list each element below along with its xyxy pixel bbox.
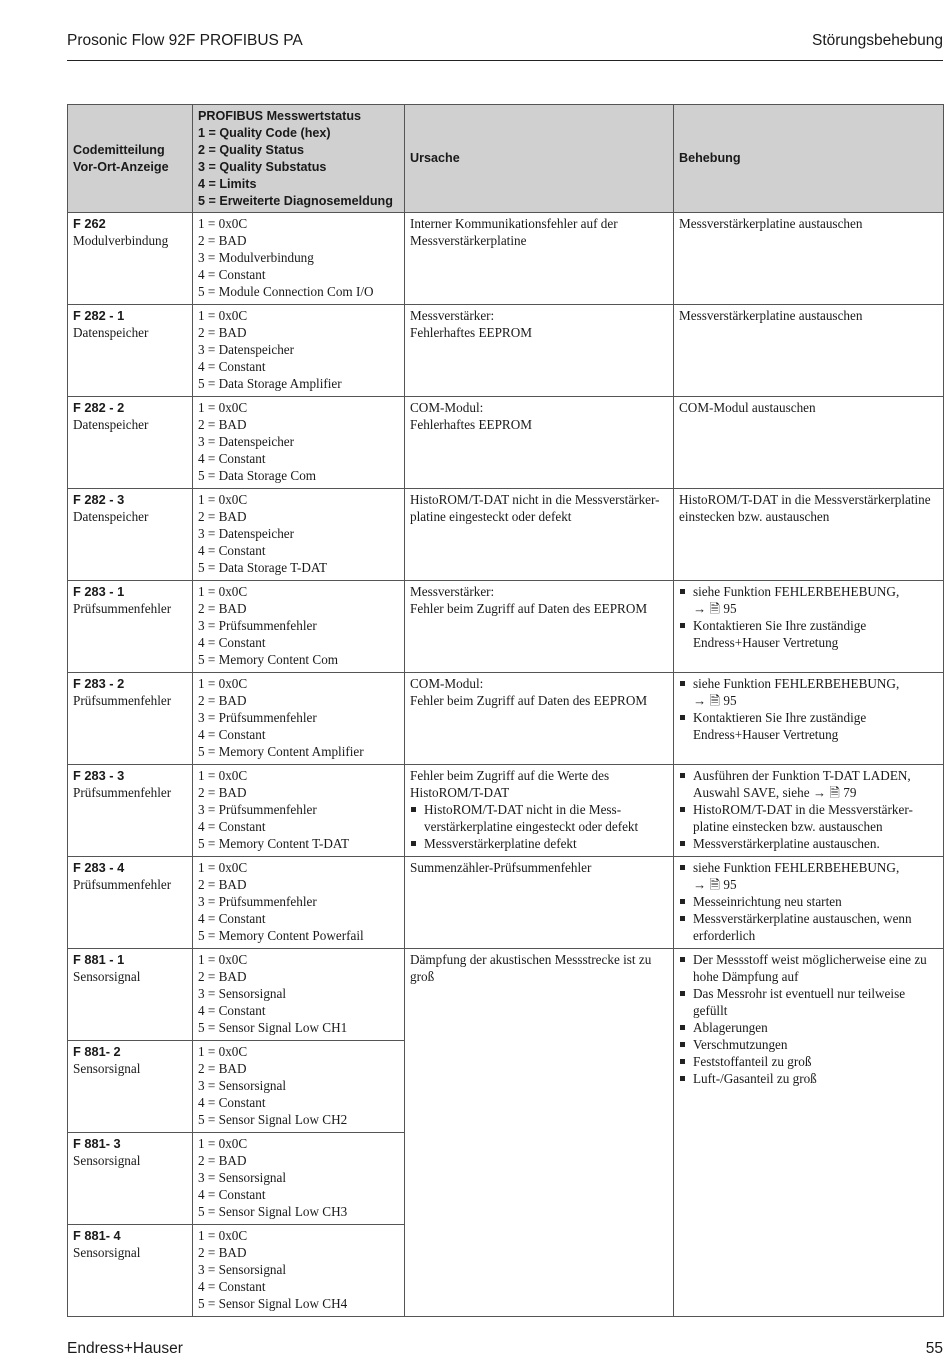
document-title: Prosonic Flow 92F PROFIBUS PA [67, 32, 303, 49]
status-line: 3 = Datenspeicher [198, 342, 295, 357]
bullet-item [679, 951, 938, 985]
cell-text-line: einstecken bzw. austauschen [679, 509, 830, 524]
status-line: 5 = Sensor Signal Low CH1 [198, 1020, 348, 1035]
cell-status [193, 397, 405, 489]
status-line: 1 = 0x0C [198, 1228, 248, 1243]
error-code: F 282 - 1 [73, 308, 125, 323]
cell-code [68, 397, 193, 489]
status-line: 3 = Datenspeicher [198, 434, 295, 449]
bullet-item [410, 835, 668, 852]
company-name: Endress+Hauser [67, 1340, 183, 1357]
error-name: Prüfsummenfehler [73, 877, 172, 892]
bullet-item [679, 985, 938, 1019]
bullet-line: Endress+Hauser Vertretung [693, 635, 839, 650]
cell-text-line: Fehler beim Zugriff auf Daten des EEPROM [410, 693, 648, 708]
status-line: 3 = Sensorsignal [198, 1170, 287, 1185]
cell-cause [405, 489, 674, 581]
error-name: Prüfsummenfehler [73, 601, 172, 616]
status-line: 1 = 0x0C [198, 952, 248, 967]
bullet-item [679, 1036, 938, 1053]
status-line: 4 = Constant [198, 451, 266, 466]
status-line: 3 = Prüfsummenfehler [198, 618, 317, 633]
table-row [68, 673, 944, 765]
status-line: 2 = BAD [198, 509, 247, 524]
error-code: F 283 - 1 [73, 584, 125, 599]
bullet-line: Messverstärkerplatine austauschen, wenn [693, 911, 912, 926]
bullet-list [679, 767, 938, 852]
status-line: 2 = BAD [198, 601, 247, 616]
error-code: F 262 [73, 216, 106, 231]
status-line: 1 = 0x0C [198, 1136, 248, 1151]
status-line: 2 = BAD [198, 693, 247, 708]
error-code: F 283 - 4 [73, 860, 125, 875]
bullet-line: gefüllt [693, 1003, 728, 1018]
bullet-line: Messeinrichtung neu starten [693, 894, 842, 909]
cell-text-line: HistoROM/T-DAT nicht in die Messverstärker- [410, 492, 660, 507]
bullet-line: HistoROM/T-DAT nicht in die Mess- [424, 802, 622, 817]
cell-text-line: Messverstärker: [410, 308, 495, 323]
bullet-line: Auswahl SAVE, siehe → 🗎 79 [693, 785, 857, 800]
status-line: 5 = Sensor Signal Low CH2 [198, 1112, 348, 1127]
table-row [68, 213, 944, 305]
cell-remedy [674, 673, 944, 765]
page-number: 55 [925, 1340, 943, 1357]
status-line: 2 = BAD [198, 969, 247, 984]
status-line: 3 = Sensorsignal [198, 1262, 287, 1277]
status-line: 3 = Sensorsignal [198, 1078, 287, 1093]
bullet-line: → 🗎 95 [693, 601, 737, 616]
bullet-list [679, 583, 938, 651]
bullet-item [679, 910, 938, 944]
bullet-list [679, 859, 938, 944]
status-line: 2 = BAD [198, 1061, 247, 1076]
status-line: 1 = 0x0C [198, 216, 248, 231]
bullet-item [679, 767, 938, 801]
cell-code [68, 213, 193, 305]
status-line: 4 = Constant [198, 635, 266, 650]
table-row [68, 857, 944, 949]
status-line: 5 = Data Storage Amplifier [198, 376, 342, 391]
cell-text-line: Fehler beim Zugriff auf Daten des EEPROM [410, 601, 648, 616]
cell-remedy [674, 489, 944, 581]
cell-remedy [674, 857, 944, 949]
bullet-item [679, 675, 938, 709]
diagnosis-table [67, 104, 944, 1317]
error-name: Datenspeicher [73, 417, 149, 432]
cell-cause [405, 673, 674, 765]
status-line: 2 = BAD [198, 877, 247, 892]
cell-text-line: Messverstärkerplatine [410, 233, 527, 248]
error-name: Sensorsignal [73, 1153, 141, 1168]
cell-code [68, 949, 193, 1041]
bullet-item [679, 1019, 938, 1036]
bullet-item [679, 709, 938, 743]
cell-status [193, 305, 405, 397]
cell-status [193, 765, 405, 857]
bullet-item [679, 835, 938, 852]
cell-code [68, 1041, 193, 1133]
status-line: 1 = 0x0C [198, 308, 248, 323]
status-line: 1 = 0x0C [198, 492, 248, 507]
cell-text-line: HistoROM/T-DAT [410, 785, 510, 800]
status-line: 5 = Memory Content Com [198, 652, 339, 667]
table-body [68, 213, 944, 1317]
cell-remedy [674, 949, 944, 1317]
error-name: Sensorsignal [73, 969, 141, 984]
bullet-line: siehe Funktion FEHLERBEHEBUNG, [693, 860, 900, 875]
status-line: 3 = Modulverbindung [198, 250, 314, 265]
status-line: 4 = Constant [198, 267, 266, 282]
bullet-line: siehe Funktion FEHLERBEHEBUNG, [693, 584, 900, 599]
cell-text-line: Messverstärkerplatine austauschen [679, 216, 863, 231]
cell-cause [405, 857, 674, 949]
bullet-line: HistoROM/T-DAT in die Messverstärker- [693, 802, 913, 817]
error-name: Modulverbindung [73, 233, 169, 248]
cell-text-line: Fehlerhaftes EEPROM [410, 417, 532, 432]
error-name: Datenspeicher [73, 325, 149, 340]
cell-code [68, 673, 193, 765]
status-line: 2 = BAD [198, 1153, 247, 1168]
status-line: 5 = Module Connection Com I/O [198, 284, 374, 299]
error-code: F 881 - 1 [73, 952, 125, 967]
status-line: 1 = 0x0C [198, 1044, 248, 1059]
bullet-item [679, 1053, 938, 1070]
cell-status [193, 1041, 405, 1133]
bullet-line: Luft-/Gasanteil zu groß [693, 1071, 817, 1086]
cell-text-line: Summenzähler-Prüfsummenfehler [410, 860, 592, 875]
cell-cause [405, 213, 674, 305]
status-line: 5 = Data Storage Com [198, 468, 317, 483]
cell-text-line: Interner Kommunikationsfehler auf der [410, 216, 618, 231]
cell-remedy [674, 765, 944, 857]
cell-code [68, 857, 193, 949]
cell-code [68, 1225, 193, 1317]
bullet-line: Ablagerungen [693, 1020, 768, 1035]
status-line: 4 = Constant [198, 911, 266, 926]
status-line: 3 = Prüfsummenfehler [198, 802, 317, 817]
bullet-item [679, 617, 938, 651]
error-code: F 283 - 3 [73, 768, 125, 783]
status-line: 2 = BAD [198, 1245, 247, 1260]
cell-remedy [674, 305, 944, 397]
bullet-line: Messverstärkerplatine defekt [424, 836, 577, 851]
bullet-line: erforderlich [693, 928, 756, 943]
page-header [67, 28, 943, 61]
bullet-line: verstärkerplatine eingesteckt oder defekt [424, 819, 639, 834]
cell-remedy [674, 581, 944, 673]
status-line: 4 = Constant [198, 1095, 266, 1110]
status-line: 1 = 0x0C [198, 676, 248, 691]
bullet-line: platine einstecken bzw. austauschen [693, 819, 883, 834]
section-title: Störungsbehebung [811, 32, 943, 49]
bullet-line: Feststoffanteil zu groß [693, 1054, 812, 1069]
bullet-item [679, 583, 938, 617]
cell-code [68, 765, 193, 857]
bullet-line: Ausführen der Funktion T-DAT LADEN, [693, 768, 911, 783]
status-line: 4 = Constant [198, 1187, 266, 1202]
error-name: Datenspeicher [73, 509, 149, 524]
status-line: 4 = Constant [198, 727, 266, 742]
error-code: F 881- 4 [73, 1228, 121, 1243]
bullet-line: → 🗎 95 [693, 877, 737, 892]
cell-status [193, 1225, 405, 1317]
bullet-line: Das Messrohr ist eventuell nur teilweise [693, 986, 906, 1001]
bullet-item [679, 859, 938, 893]
status-line: 4 = Constant [198, 819, 266, 834]
bullet-item [679, 893, 938, 910]
table-header [68, 105, 944, 213]
cell-text-line: groß [410, 969, 435, 984]
cell-text-line: COM-Modul: [410, 676, 484, 691]
col-header-code: Codemitteilung Vor-Ort-Anzeige [68, 105, 193, 213]
status-line: 2 = BAD [198, 233, 247, 248]
bullet-list [410, 801, 668, 852]
bullet-item [679, 801, 938, 835]
cell-text-line: Messverstärkerplatine austauschen [679, 308, 863, 323]
bullet-line: Kontaktieren Sie Ihre zuständige [693, 710, 867, 725]
table-row [68, 305, 944, 397]
error-code: F 282 - 3 [73, 492, 125, 507]
table-row [68, 765, 944, 857]
status-line: 5 = Memory Content Powerfail [198, 928, 364, 943]
cell-status [193, 1133, 405, 1225]
status-line: 4 = Constant [198, 543, 266, 558]
cell-cause [405, 397, 674, 489]
status-line: 1 = 0x0C [198, 400, 248, 415]
cell-cause [405, 765, 674, 857]
cell-status [193, 949, 405, 1041]
cell-text-line: Fehler beim Zugriff auf die Werte des [410, 768, 610, 783]
cell-text-line: platine eingesteckt oder defekt [410, 509, 572, 524]
status-line: 3 = Prüfsummenfehler [198, 710, 317, 725]
table-row [68, 949, 944, 1041]
status-line: 4 = Constant [198, 1003, 266, 1018]
error-name: Prüfsummenfehler [73, 693, 172, 708]
status-line: 4 = Constant [198, 1279, 266, 1294]
cell-cause [405, 305, 674, 397]
cell-code [68, 581, 193, 673]
status-line: 1 = 0x0C [198, 860, 248, 875]
status-line: 2 = BAD [198, 325, 247, 340]
bullet-line: Der Messstoff weist möglicherweise eine zu [693, 952, 927, 967]
status-line: 3 = Sensorsignal [198, 986, 287, 1001]
error-name: Sensorsignal [73, 1061, 141, 1076]
bullet-item [679, 1070, 938, 1087]
status-line: 1 = 0x0C [198, 768, 248, 783]
cell-cause [405, 581, 674, 673]
status-line: 1 = 0x0C [198, 584, 248, 599]
status-line: 5 = Data Storage T-DAT [198, 560, 328, 575]
cell-text-line: Messverstärker: [410, 584, 495, 599]
error-code: F 282 - 2 [73, 400, 125, 415]
table-row [68, 581, 944, 673]
page-footer [67, 1340, 943, 1362]
error-code: F 881- 3 [73, 1136, 121, 1151]
error-code: F 881- 2 [73, 1044, 121, 1059]
status-line: 3 = Datenspeicher [198, 526, 295, 541]
cell-status [193, 857, 405, 949]
cell-remedy [674, 397, 944, 489]
error-name: Prüfsummenfehler [73, 785, 172, 800]
bullet-line: Messverstärkerplatine austauschen. [693, 836, 880, 851]
bullet-item [410, 801, 668, 835]
table-row [68, 489, 944, 581]
bullet-line: hohe Dämpfung auf [693, 969, 799, 984]
cell-text-line: HistoROM/T-DAT in die Messverstärkerplatine [679, 492, 931, 507]
bullet-line: Verschmutzungen [693, 1037, 788, 1052]
bullet-list [679, 951, 938, 1087]
bullet-line: Kontaktieren Sie Ihre zuständige [693, 618, 867, 633]
cell-code [68, 305, 193, 397]
status-line: 5 = Memory Content T-DAT [198, 836, 350, 851]
error-code: F 283 - 2 [73, 676, 125, 691]
status-line: 5 = Sensor Signal Low CH3 [198, 1204, 348, 1219]
cell-cause [405, 949, 674, 1317]
status-line: 2 = BAD [198, 417, 247, 432]
cell-text-line: Fehlerhaftes EEPROM [410, 325, 532, 340]
cell-remedy [674, 213, 944, 305]
error-name: Sensorsignal [73, 1245, 141, 1260]
cell-text-line: Dämpfung der akustischen Messstrecke ist zu [410, 952, 652, 967]
col-header-cause: Ursache [405, 105, 674, 213]
col-header-remedy: Behebung [674, 105, 944, 213]
bullet-line: Endress+Hauser Vertretung [693, 727, 839, 742]
bullet-list [679, 675, 938, 743]
status-line: 2 = BAD [198, 785, 247, 800]
status-line: 3 = Prüfsummenfehler [198, 894, 317, 909]
cell-text-line: COM-Modul austauschen [679, 400, 816, 415]
cell-status [193, 673, 405, 765]
col-header-status: PROFIBUS Messwertstatus 1 = Quality Code (hex) 2 = Quality Status 3 = Quality Substatus 4 = Limits 5 = Erweiterte Diagnosemeldung [193, 105, 405, 213]
cell-code [68, 489, 193, 581]
cell-text-line: COM-Modul: [410, 400, 484, 415]
bullet-line: → 🗎 95 [693, 693, 737, 708]
status-line: 4 = Constant [198, 359, 266, 374]
cell-status [193, 213, 405, 305]
bullet-line: siehe Funktion FEHLERBEHEBUNG, [693, 676, 900, 691]
status-line: 5 = Sensor Signal Low CH4 [198, 1296, 348, 1311]
status-line: 5 = Memory Content Amplifier [198, 744, 364, 759]
cell-code [68, 1133, 193, 1225]
table-row [68, 397, 944, 489]
cell-status [193, 581, 405, 673]
cell-status [193, 489, 405, 581]
